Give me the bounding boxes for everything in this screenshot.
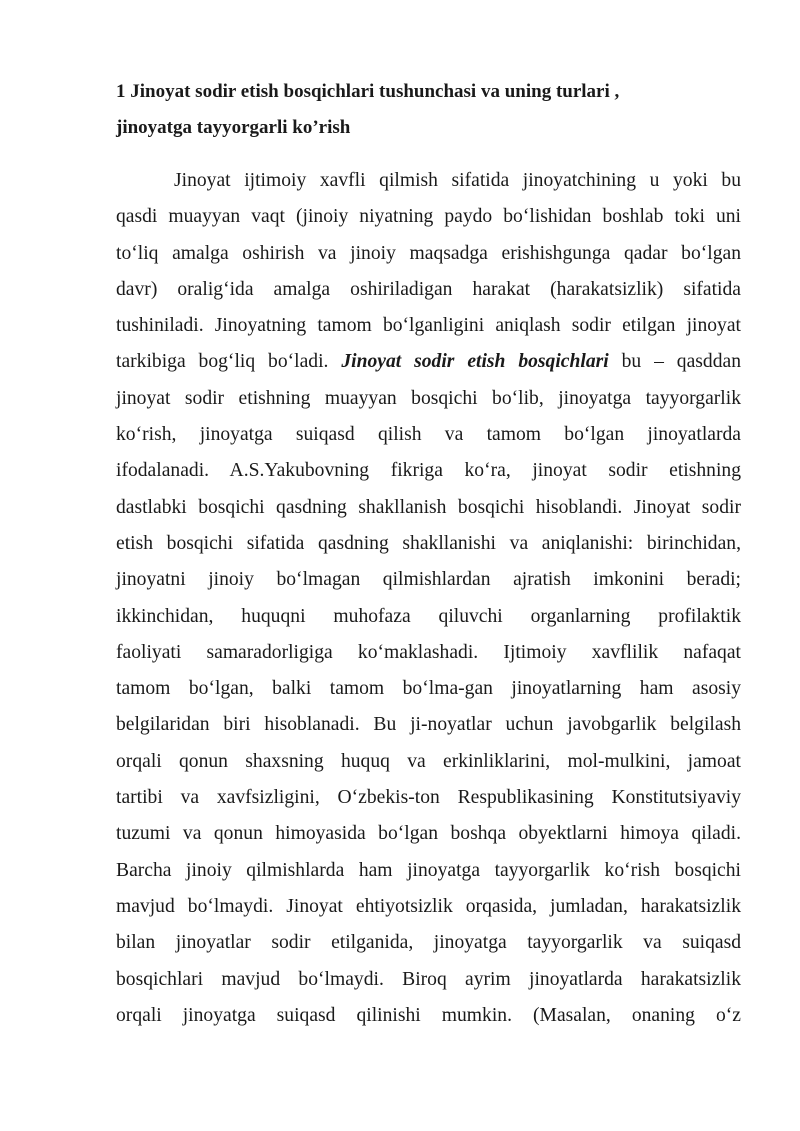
paragraph-line: etish bosqichi sifatida qasdning shakllanishi va aniqlanishi: birinchidan, — [116, 532, 741, 554]
paragraph-line: tartibi va xavfsizligini, O‘zbekis-ton Respublikasining Konstitutsiyaviy — [116, 787, 741, 809]
paragraph-line-with-term — [116, 344, 741, 380]
paragraph-line: tushiniladi. Jinoyatning tamom bo‘lganligini aniqlash sodir etilgan jinoyat — [116, 315, 741, 337]
paragraph-line: davr) oralig‘ida amalga oshiriladigan harakat (harakatsizlik) sifatida — [116, 278, 741, 300]
paragraph-line: tamom bo‘lgan, balki tamom bo‘lma-gan jinoyatlarning ham asosiy — [116, 678, 741, 700]
paragraph-line: jinoyat sodir etishning muayyan bosqichi bo‘lib, jinoyatga tayyorgarlik — [116, 387, 741, 409]
paragraph-line: Jinoyat ijtimoiy xavfli qilmish sifatida jinoyatchining u yoki bu — [174, 170, 741, 191]
paragraph-line: ikkinchidan, huquqni muhofaza qiluvchi organlarning profilaktik — [116, 605, 741, 627]
heading-line-1: 1 Jinoyat sodir etish bosqichlari tushunchasi va uning turlari , — [116, 81, 620, 102]
paragraph-line: bilan jinoyatlar sodir etilganida, jinoyatga tayyorgarlik va suiqasd — [116, 932, 741, 954]
paragraph-line: tuzumi va qonun himoyasida bo‘lgan boshqa obyektlarni himoya qiladi. — [116, 823, 741, 845]
paragraph-line: bosqichlari mavjud bo‘lmaydi. Biroq ayrim jinoyatlarda harakatsizlik — [116, 968, 741, 990]
section-heading — [116, 74, 756, 146]
line-text-before-term: tarkibiga bog‘liq bo‘ladi. — [116, 351, 329, 373]
paragraph-line: Barcha jinoiy qilmishlarda ham jinoyatga tayyorgarlik ko‘rish bosqichi — [116, 859, 741, 881]
paragraph-line: to‘liq amalga oshirish va jinoiy maqsadga erishishgunga qadar bo‘lgan — [116, 242, 741, 264]
heading-line-2: jinoyatga tayyorgarli ko’rish — [116, 117, 351, 138]
paragraph-line: orqali jinoyatga suiqasd qilinishi mumkin. (Masalan, onaning o‘z — [116, 1004, 741, 1026]
line-text-after-term: bu – qasddan — [621, 351, 742, 373]
paragraph-line: ko‘rish, jinoyatga suiqasd qilish va tamom bo‘lgan jinoyatlarda — [116, 424, 741, 446]
paragraph-line: faoliyati samaradorligiga ko‘maklashadi. Ijtimoiy xavflilik nafaqat — [116, 641, 741, 663]
paragraph-line: qasdi muayyan vaqt (jinoiy niyatning paydo bo‘lishidan boshlab toki uni — [116, 206, 741, 228]
body-paragraph — [116, 163, 741, 1034]
defined-term: Jinoyat sodir etish bosqichlari — [341, 351, 609, 373]
paragraph-line: dastlabki bosqichi qasdning shakllanish bosqichi hisoblandi. Jinoyat sodir — [116, 496, 741, 518]
paragraph-line: ifodalanadi. A.S.Yakubovning fikriga ko‘ra, jinoyat sodir etishning — [116, 460, 741, 482]
paragraph-line: orqali qonun shaxsning huquq va erkinliklarini, mol-mulkini, jamoat — [116, 750, 741, 772]
paragraph-line: belgilaridan biri hisoblanadi. Bu ji-noyatlar uchun javobgarlik belgilash — [116, 714, 741, 736]
paragraph-line: jinoyatni jinoiy bo‘lmagan qilmishlardan ajratish imkonini beradi; — [116, 569, 741, 591]
paragraph-line: mavjud bo‘lmaydi. Jinoyat ehtiyotsizlik orqasida, jumladan, harakatsizlik — [116, 895, 741, 917]
